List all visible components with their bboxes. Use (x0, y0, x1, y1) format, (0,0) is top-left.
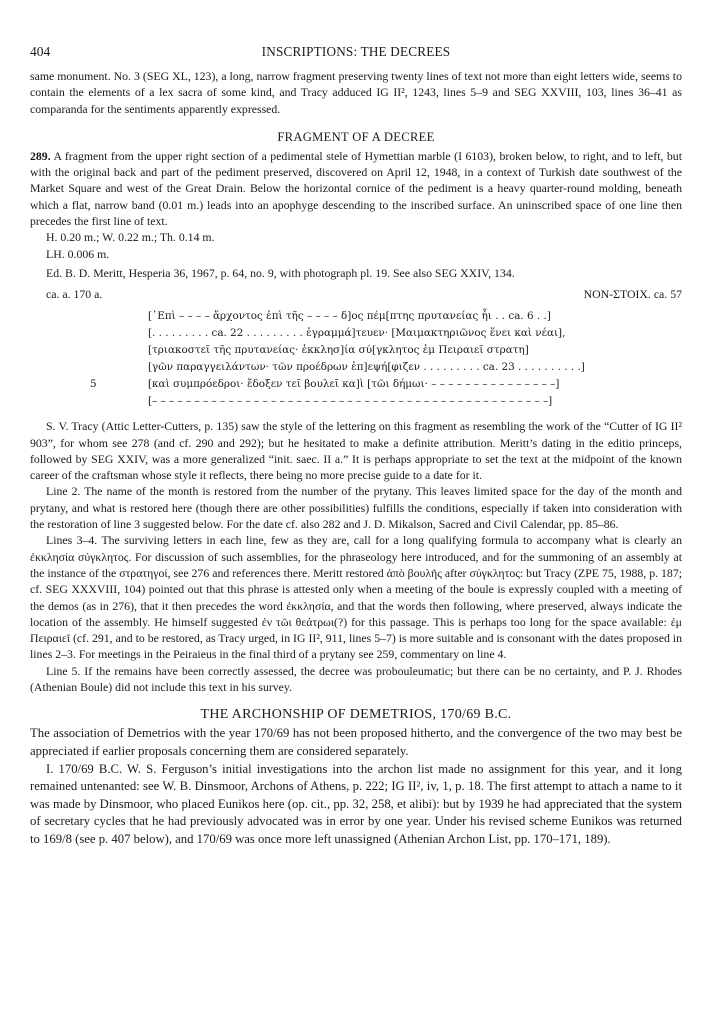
page (30, 44, 682, 848)
intro-paragraph: same monument. No. 3 (SEG XL, 123), a long, narrow fragment preserving twenty lines of text not more than eight letters wide, seems to contain the elements of a lex sacra of some kind, and Tracy adduced IG II², 1243, lines 5–9 and SEG XXVIII, 103, lines 36–41 as comparanda for the sentiments apparently expressed. (30, 69, 682, 116)
section-heading-archonship: THE ARCHONSHIP OF DEMETRIOS, 170/69 B.C. (200, 707, 512, 723)
commentary-paragraph: Line 5. If the remains have been correctly assessed, the decree was probouleumatic; but there can be no certainty, and P. J. Rhodes (Athenian Boule) did not include this text in his survey. (30, 663, 682, 695)
edition: Ed. B. D. Meritt, Hesperia 36, 1967, p. 64, no. 9, with photograph pl. 19. See also SEG XXIV, 134. (46, 265, 515, 280)
greek-line-text: [τριακοστεῖ τῆς πρυτανείας· ἐκκλησ]ία σύ[γκλητος ἐμ Πειραιεῖ στρατη] (148, 344, 529, 357)
running-title: INSCRIPTIONS: THE DECREES (261, 44, 451, 59)
dimensions: H. 0.20 m.; W. 0.22 m.; Th. 0.14 m. (46, 230, 215, 245)
commentary-paragraph: S. V. Tracy (Attic Letter-Cutters, p. 135) saw the style of the lettering on this fragment as resembling the work of the “Cutter of IG II² 903”, for whom see 278 (and cf. 290 and 292); but he hesitated to make a definite attribution. Meritt’s dating in the editio princeps, followed by SEG XXIV, was a more generalized “init. saec. II a.” It is perhaps appropriate to set the text at the midpoint of the known career of the craftsman whose style it reflects, there being no more precise guide to a date for it. (30, 419, 682, 483)
entry-number: 289. (30, 148, 51, 163)
commentary-paragraph: Line 2. The name of the month is restored from the number of the prytany. This leaves limited space for the day of the month and prytany, and what is restored here (though there are other possibilities) fulfills the conditions, especially if taken into consideration with the restoration of line 3 suggested below. For the date cf. also 282 and J. D. Mikalson, Sacred and Civil Calendar, pp. 85–86. (30, 484, 682, 532)
greek-line-text: [γῶν παραγγειλάντων· τῶν προέδρων ἐπ]εψή[φιζεν . . . . . . . . . ca. 23 . . . . . . . . . .] (148, 361, 585, 374)
commentary-paragraph: Lines 3–4. The surviving letters in each line, few as they are, call for a long qualifying formula to accompany what is clearly an ἐκκλησία σύγκλητος. For discussion of such assemblies, for the phraseology here introduced, and for the summoning of an assembly at the instance of the στρατηγοί, see 276 and references there. Meritt restored ἀπὸ βουλῆς after σύγκλητος: but Tracy (ZPE 75, 1988, p. 187; cf. SEG XXXVIII, 104) pointed out that this phrase is attested only when a meeting of the boule is expressly coupled with a meeting of the demos (as in 276), that it then precedes the word ἐκκλησία, and that the words then following, where preserved, always indicate the location of the assembly. He himself suggested ἐν τῶι θεάτρωι(?) for this passage. This is perhaps too long for the space available: ἐμ Πειραιεῖ (cf. 291, and to be restored, as Tracy urged, in IG II², 911, lines 5–7) is more suitable and is consonant with the dates proposed in lines 2–3. For meetings in the Peiraieus in the final third of a prytany see 259, commentary on line 4. (30, 533, 682, 662)
greek-line (148, 308, 682, 325)
entry-description (30, 148, 682, 229)
running-header (30, 44, 682, 68)
entry-description-text: A fragment from the upper right section of a pedimental stele of Hymettian marble (I 6103), broken below, to right, and to left, but with the original back and part of the pediment preserved, discovered on April 12, 1948, in a context of Turkish date southwest of the Market Square and west of the Great Drain. Below the horizontal cornice of the pediment is a heavy quarter-round molding, beneath which a flat, narrow band (0.01 m.) leads into an apophyge descending to the inscribed surface. An uninscribed space of one line then precedes the first line of text. (30, 148, 682, 229)
greek-line-text: [καὶ συμπρόεδροι· ἔδοξεν τεῖ βουλεῖ κα]ὶ [τῶι δήμωι· – – – – – – – – – – – – – – –] (148, 378, 560, 391)
letter-height: LH. 0.006 m. (46, 246, 110, 261)
format-text: NON-ΣΤΟΙΧ. ca. 57 (583, 287, 682, 302)
greek-line (148, 393, 682, 410)
greek-line (148, 342, 682, 359)
greek-line (148, 325, 682, 342)
page-number: 404 (30, 44, 51, 59)
greek-line-text: [. . . . . . . . . ca. 22 . . . . . . . . . ἐγραμμά]τευεν· [Μαιμακτηριῶνος ἕνει καὶ νέαι], (148, 327, 566, 340)
greek-line (90, 376, 682, 393)
greek-line-text: [᾿Επὶ – – – – ἄρχοντος ἐπὶ τῆς – – – – δ]ος πέμ[πτης πρυτανείας ἧι . . ca. 6 . .] (148, 310, 551, 323)
greek-line-text: [– – – – – – – – – – – – – – – – – – – – – – – – – – – – – – – – – – – – – – – – – – – – – – –] (148, 395, 553, 408)
body-paragraph: The association of Demetrios with the year 170/69 has not been proposed hitherto, and the convergence of the two may best be appreciated if earlier proposals concerning them are considered separately. (30, 726, 682, 758)
greek-text-block (90, 308, 682, 410)
section-heading-fragment: FRAGMENT OF A DECREE (277, 129, 435, 144)
greek-line (148, 359, 682, 376)
line-number: 5 (90, 378, 97, 391)
date-text: ca. a. 170 a. (46, 287, 103, 302)
date-format-line (30, 286, 682, 302)
commentary (30, 418, 682, 695)
body-paragraph: I. 170/69 B.C. W. S. Ferguson’s initial investigations into the archon list made no assignment for this year, and it long remained untenanted: see W. B. Dinsmoor, Archons of Athens, p. 222; IG II², iv, 1, p. 18. The first attempt to attach a name to it was made by Dinsmoor, who placed Eunikos here (op. cit., pp. 32, 258, et alibi): but by 1939 he had appreciated that the system of secretary cycles that he had previously advocated was in error by one year. Under his revised scheme Eunikos was returned to 169/8 (see p. 407 below), and 170/69 was once more left unassigned (Athenian Archon List, pp. 170–171, 189). (30, 761, 682, 846)
